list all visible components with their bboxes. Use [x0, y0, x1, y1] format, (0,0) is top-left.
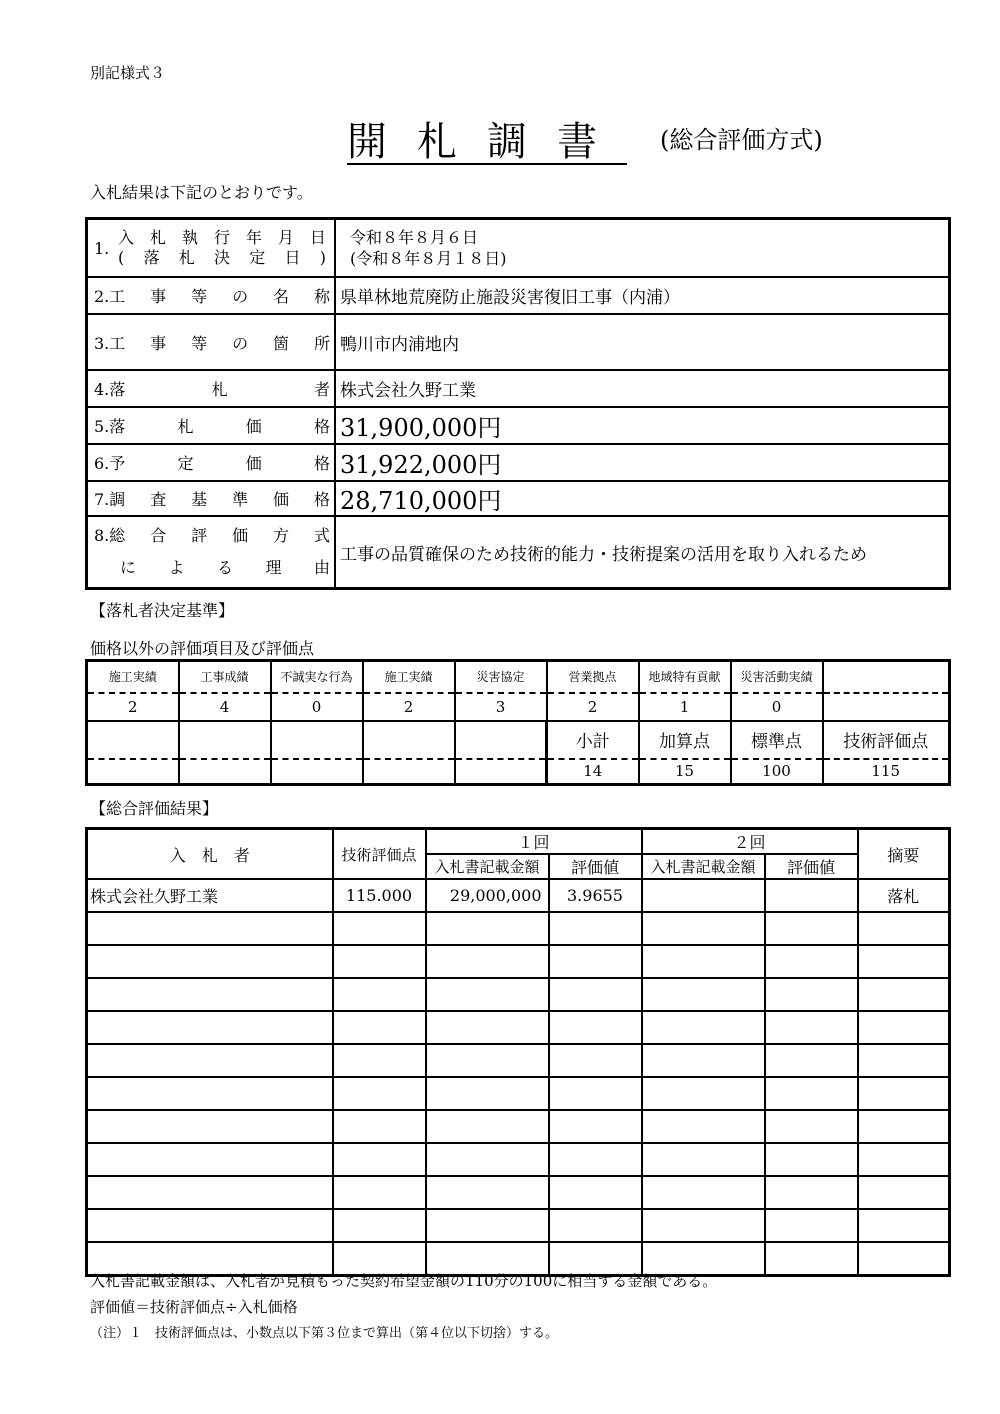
result-body: [87, 879, 950, 1275]
result-cell-amount1: [426, 1044, 549, 1077]
label-char: 定: [177, 454, 194, 473]
result-cell-remarks: 落札: [858, 879, 950, 912]
label-char: 札: [178, 248, 195, 267]
label-survey: [94, 487, 334, 510]
result-cell-amount2: [642, 1176, 765, 1209]
score-header-cell: 施工実績: [87, 661, 179, 693]
score-sum-value-cell: 15: [639, 759, 731, 785]
header-eval-2: 評価値: [765, 854, 858, 879]
label-place: [94, 331, 334, 354]
result-cell-amount1: [426, 1209, 549, 1242]
label-char: 札: [177, 417, 194, 436]
result-cell-eval2: [765, 1044, 858, 1077]
label-char: る: [216, 558, 233, 577]
result-row: [87, 1176, 950, 1209]
result-cell-amount1: [426, 1077, 549, 1110]
label-char: の: [232, 287, 249, 306]
result-cell-eval2: [765, 978, 858, 1011]
label-char: 箇: [273, 333, 290, 353]
score-sum-header-cell: [455, 721, 547, 759]
score-value-cell: 2: [87, 693, 179, 721]
value-reason: 工事の品質確保のため技術的能力・技術提案の活用を取り入れるため: [340, 544, 867, 565]
result-cell-amount2: [642, 1011, 765, 1044]
result-row: [87, 1044, 950, 1077]
result-cell-bidder: [87, 1209, 333, 1242]
result-cell-eval1: [549, 1044, 642, 1077]
label-char: 札: [211, 380, 228, 399]
result-cell-amount2: [642, 1077, 765, 1110]
result-cell-bidder: [87, 912, 333, 945]
label-winner: [94, 377, 334, 400]
label-char: 方: [273, 526, 290, 545]
label-char: 日: [284, 248, 301, 267]
result-cell-tech: [333, 945, 426, 978]
label-reason-b: [94, 552, 334, 584]
label-planned: [94, 451, 334, 474]
result-cell-tech: [333, 912, 426, 945]
result-cell-eval1: [549, 1176, 642, 1209]
score-sum-value-cell: 115: [823, 759, 950, 785]
info-row-name: [88, 278, 948, 315]
note-formula: 評価値＝技術評価点÷入札価格: [90, 1298, 298, 1316]
score-sum-value-cell: [271, 759, 363, 785]
score-sum-header-cell: 小計: [547, 721, 639, 759]
info-row-place: [88, 315, 948, 371]
result-cell-amount1: [426, 1110, 549, 1143]
result-row: [87, 1143, 950, 1176]
label-char: 格: [313, 454, 330, 473]
result-cell-eval1: [549, 1110, 642, 1143]
info-row-price: [88, 408, 948, 445]
result-cell-eval1: [549, 1011, 642, 1044]
info-row-reason: [88, 517, 948, 587]
page-title: 開札調書: [347, 119, 627, 165]
score-sum-header-cell: [271, 721, 363, 759]
score-value-cell: [823, 693, 950, 721]
label-char: 決: [213, 248, 230, 267]
score-header-cell: 災害協定: [455, 661, 547, 693]
label-date-b: [118, 248, 334, 268]
label-reason-a: [94, 520, 334, 552]
label-char: の: [232, 333, 249, 353]
score-sum-value-cell: [87, 759, 179, 785]
result-cell-amount1: 29,000,000: [426, 879, 549, 912]
result-cell-tech: [333, 1011, 426, 1044]
label-char: 等: [191, 287, 208, 306]
score-sum-header-cell: [363, 721, 455, 759]
result-cell-eval1: [549, 945, 642, 978]
header-round-2: ２回: [642, 829, 858, 855]
score-header-row: [87, 661, 950, 693]
score-header-cell: [823, 661, 950, 693]
result-cell-amount1: [426, 1011, 549, 1044]
result-cell-eval1: [549, 1077, 642, 1110]
score-value-cell: 2: [363, 693, 455, 721]
label-char: 月: [277, 228, 294, 247]
value-name: 県単林地荒廃防止施設災害復旧工事（内浦）: [340, 288, 680, 308]
result-row: [87, 879, 950, 912]
label-char: 8.総: [94, 526, 126, 545]
result-cell-tech: [333, 1143, 426, 1176]
label-name: [94, 284, 334, 307]
result-cell-eval2: [765, 1110, 858, 1143]
header-remarks: 摘要: [858, 829, 950, 880]
score-sum-value-cell: [455, 759, 547, 785]
result-cell-eval2: [765, 1011, 858, 1044]
label-char: (: [118, 248, 125, 267]
label-char: 3.工: [94, 333, 126, 353]
result-cell-eval1: [549, 978, 642, 1011]
label-price: [94, 414, 334, 437]
label-char: 入: [118, 228, 135, 247]
score-sum-header-cell: 加算点: [639, 721, 731, 759]
result-row: [87, 1077, 950, 1110]
result-cell-amount2: [642, 978, 765, 1011]
result-cell-eval1: [549, 912, 642, 945]
header-eval-1: 評価値: [549, 854, 642, 879]
label-char: 理: [265, 558, 282, 577]
result-cell-tech: [333, 1044, 426, 1077]
label-char: 格: [313, 417, 330, 436]
result-cell-bidder: 株式会社久野工業: [87, 879, 333, 912]
score-header-cell: 施工実績: [363, 661, 455, 693]
info-row-winner: [88, 371, 948, 408]
row-number: 1.: [94, 238, 110, 258]
header-bidder: 入 札 者: [87, 829, 333, 880]
result-cell-bidder: [87, 1077, 333, 1110]
label-char: 日: [309, 228, 326, 247]
label-date-a: [118, 228, 334, 248]
result-row: [87, 1110, 950, 1143]
result-cell-remarks: [858, 978, 950, 1011]
result-cell-eval2: [765, 1077, 858, 1110]
label-char: 4.落: [94, 380, 126, 399]
result-cell-remarks: [858, 912, 950, 945]
result-cell-bidder: [87, 1143, 333, 1176]
result-cell-bidder: [87, 1176, 333, 1209]
result-cell-bidder: [87, 978, 333, 1011]
label-char: 価: [273, 490, 290, 509]
result-row: [87, 912, 950, 945]
label-char: 称: [313, 287, 330, 306]
result-cell-remarks: [858, 1077, 950, 1110]
score-value-row: [87, 693, 950, 721]
label-char: 等: [191, 333, 208, 353]
result-cell-eval2: [765, 1242, 858, 1275]
info-row-planned: [88, 445, 948, 482]
label-char: 5.落: [94, 417, 126, 436]
result-cell-remarks: [858, 1209, 950, 1242]
result-cell-amount1: [426, 1143, 549, 1176]
label-char: 執: [181, 228, 198, 247]
label-char: 基: [191, 490, 208, 509]
value-winner: 株式会社久野工業: [340, 381, 476, 401]
label-char: 定: [249, 248, 266, 267]
score-sum-value-cell: [179, 759, 271, 785]
result-cell-amount2: [642, 1143, 765, 1176]
label-char: 式: [313, 526, 330, 545]
result-cell-amount2: [642, 1110, 765, 1143]
score-sum-value-cell: [363, 759, 455, 785]
value-date: 令和８年８月６日: [350, 228, 479, 247]
result-heading: 【総合評価結果】: [90, 799, 219, 818]
label-char: 由: [313, 558, 330, 577]
label-char: 2.工: [94, 287, 126, 306]
result-cell-tech: [333, 1176, 426, 1209]
result-cell-amount2: [642, 879, 765, 912]
score-header-cell: 不誠実な行為: [271, 661, 363, 693]
result-cell-eval2: [765, 1209, 858, 1242]
value-price: 31,900,000円: [340, 414, 502, 442]
score-value-cell: 2: [547, 693, 639, 721]
result-table: [85, 827, 951, 1277]
score-value-cell: 3: [455, 693, 547, 721]
label-char: 落: [143, 248, 160, 267]
value-place: 鴨川市内浦地内: [340, 334, 459, 355]
page-subtitle: (総合評価方式): [660, 126, 823, 154]
value-decision-date: (令和８年８月１８日): [350, 249, 507, 268]
label-char: 所: [313, 333, 330, 353]
label-char: 格: [313, 490, 330, 509]
score-table: [85, 659, 951, 786]
result-cell-eval1: 3.9655: [549, 879, 642, 912]
intro-text: 入札結果は下記のとおりです。: [90, 183, 313, 202]
result-cell-amount2: [642, 1044, 765, 1077]
label-char: ): [319, 248, 326, 267]
score-header-cell: 災害活動実績: [731, 661, 823, 693]
label-char: 価: [245, 417, 262, 436]
label-char: 合: [150, 526, 167, 545]
result-cell-eval1: [549, 1143, 642, 1176]
label-char: 年: [245, 228, 262, 247]
result-header-row-1: [87, 829, 950, 855]
result-row: [87, 1011, 950, 1044]
label-char: 名: [273, 287, 290, 306]
value-planned: 31,922,000円: [340, 451, 502, 479]
label-char: 事: [150, 287, 167, 306]
score-sum-header-cell: 標準点: [731, 721, 823, 759]
info-row-date: [88, 220, 948, 278]
result-cell-remarks: [858, 1110, 950, 1143]
criteria-heading: 【落札者決定基準】: [90, 601, 235, 620]
result-cell-amount2: [642, 912, 765, 945]
info-row-survey: [88, 482, 948, 517]
note-rounding: （注）１ 技術評価点は、小数点以下第３位まで算出（第４位以下切捨）する。: [90, 1326, 559, 1341]
result-cell-remarks: [858, 1143, 950, 1176]
result-row: [87, 978, 950, 1011]
score-value-cell: 4: [179, 693, 271, 721]
result-cell-amount1: [426, 978, 549, 1011]
label-char: に: [120, 558, 137, 577]
score-sum-value-cell: 14: [547, 759, 639, 785]
score-header-cell: 地域特有貢献: [639, 661, 731, 693]
label-char: よ: [168, 558, 185, 577]
result-cell-amount1: [426, 1176, 549, 1209]
result-row: [87, 1209, 950, 1242]
label-char: 行: [213, 228, 230, 247]
result-cell-bidder: [87, 1044, 333, 1077]
result-cell-remarks: [858, 1044, 950, 1077]
info-table: [85, 217, 951, 590]
result-cell-amount2: [642, 1209, 765, 1242]
score-header-cell: 営業拠点: [547, 661, 639, 693]
label-char: 価: [245, 454, 262, 473]
result-cell-amount1: [426, 945, 549, 978]
header-tech-score: 技術評価点: [333, 829, 426, 880]
score-sum-value-row: [87, 759, 950, 785]
result-cell-remarks: [858, 1011, 950, 1044]
header-round-1: １回: [426, 829, 642, 855]
note-amount: 入札書記載金額は、入札者が見積もった契約希望金額の110分の100に相当する金額である。: [90, 1272, 718, 1290]
label-char: 者: [313, 380, 330, 399]
result-cell-remarks: [858, 1176, 950, 1209]
result-cell-remarks: [858, 1242, 950, 1275]
label-char: 準: [232, 490, 249, 509]
result-cell-tech: [333, 978, 426, 1011]
label-char: 6.予: [94, 454, 126, 473]
label-char: 評: [191, 526, 208, 545]
score-sum-header-cell: 技術評価点: [823, 721, 950, 759]
label-char: 7.調: [94, 490, 126, 509]
result-cell-eval1: [549, 1209, 642, 1242]
label-char: 価: [232, 526, 249, 545]
score-sum-value-cell: 100: [731, 759, 823, 785]
result-cell-bidder: [87, 1110, 333, 1143]
label-char: 札: [149, 228, 166, 247]
result-cell-bidder: [87, 1011, 333, 1044]
result-cell-tech: [333, 1077, 426, 1110]
score-value-cell: 0: [271, 693, 363, 721]
score-value-cell: 1: [639, 693, 731, 721]
result-cell-tech: 115.000: [333, 879, 426, 912]
result-cell-eval2: [765, 945, 858, 978]
header-amount-1: 入札書記載金額: [426, 854, 549, 879]
value-survey: 28,710,000円: [340, 487, 502, 515]
result-cell-amount1: [426, 912, 549, 945]
form-number: 別記様式３: [90, 64, 166, 82]
result-cell-amount2: [642, 945, 765, 978]
score-sum-header-row: [87, 721, 950, 759]
result-cell-bidder: [87, 945, 333, 978]
eval-heading: 価格以外の評価項目及び評価点: [90, 639, 315, 658]
result-cell-eval2: [765, 912, 858, 945]
score-header-cell: 工事成績: [179, 661, 271, 693]
result-cell-tech: [333, 1110, 426, 1143]
result-cell-eval2: [765, 879, 858, 912]
score-sum-header-cell: [179, 721, 271, 759]
score-value-cell: 0: [731, 693, 823, 721]
score-sum-header-cell: [87, 721, 179, 759]
result-cell-tech: [333, 1209, 426, 1242]
result-cell-eval2: [765, 1176, 858, 1209]
label-char: 査: [150, 490, 167, 509]
header-amount-2: 入札書記載金額: [642, 854, 765, 879]
result-cell-remarks: [858, 945, 950, 978]
result-cell-eval2: [765, 1143, 858, 1176]
label-char: 事: [150, 333, 167, 353]
result-row: [87, 945, 950, 978]
